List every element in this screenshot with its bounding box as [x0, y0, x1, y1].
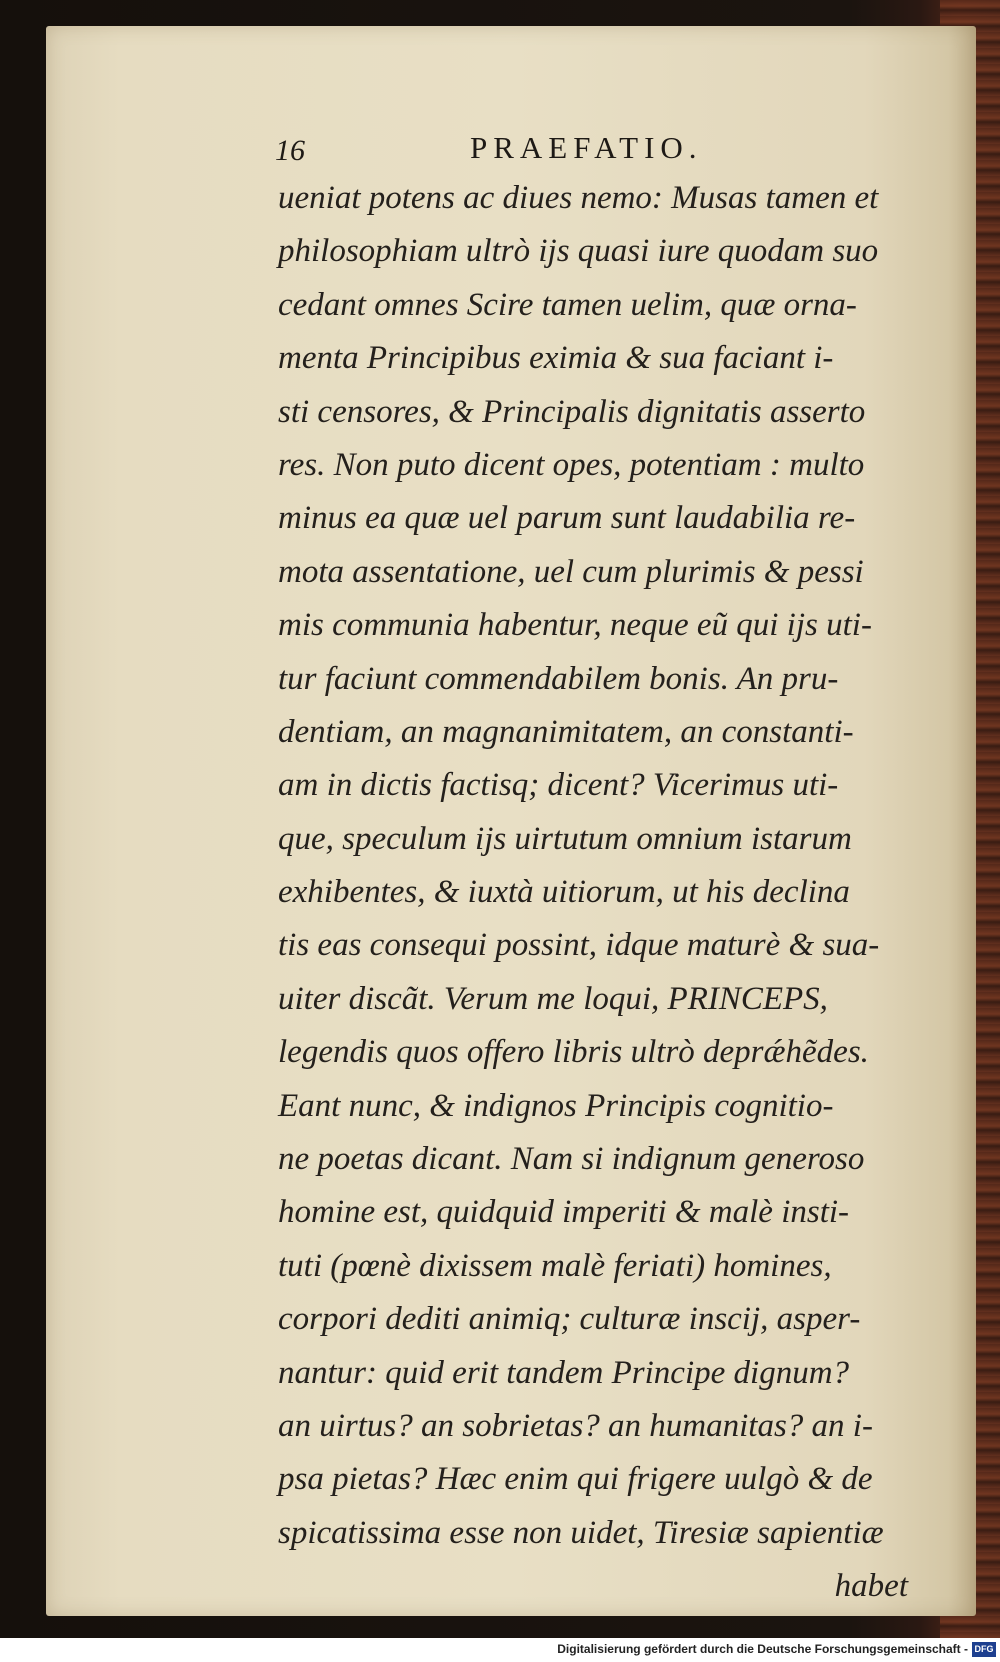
text-line: ne poetas dicant. Nam si indignum generoso	[278, 1141, 865, 1178]
dfg-logo: DFG	[972, 1642, 996, 1657]
text-line: Eant nunc, & indignos Principis cognitio-	[278, 1087, 834, 1124]
text-line: minus ea quæ uel parum sunt laudabilia re-	[278, 500, 856, 537]
text-line: tis eas consequi possint, idque maturè & sua-	[278, 927, 880, 964]
text-line: exhibentes, & iuxtà uitiorum, ut his declina	[278, 874, 850, 911]
running-head: PRAEFATIO.	[470, 130, 703, 165]
text-line: que, speculum ijs uirtutum omnium istarum	[278, 820, 852, 857]
text-line: am in dictis factisq; dicent? Vicerimus uti-	[278, 767, 839, 804]
page-number: 16	[275, 134, 305, 167]
text-line: ueniat potens ac diues nemo: Musas tamen et	[278, 180, 879, 216]
text-block	[278, 172, 948, 1614]
text-line: menta Principibus eximia & sua faciant i-	[278, 340, 834, 377]
text-line: philosophiam ultrò ijs quasi iure quodam suo	[278, 233, 879, 270]
footer-bar	[0, 1638, 1000, 1662]
text-line: nantur: quid erit tandem Principe dignum?	[278, 1354, 850, 1391]
text-line: sti censores, & Principalis dignitatis asserto	[278, 393, 866, 430]
text-line: cedant omnes Scire tamen uelim, quæ orna-	[278, 286, 857, 323]
text-line: homine est, quidquid imperiti & malè insti-	[278, 1194, 850, 1231]
text-line: mis communia habentur, neque eũ qui ijs uti-	[278, 607, 872, 644]
text-line: dentiam, an magnanimitatem, an constanti-	[278, 713, 854, 750]
text-line: legendis quos offero libris ultrò deprǽhẽdes.	[278, 1034, 869, 1071]
text-line: mota assentatione, uel cum plurimis & pessi	[278, 553, 864, 590]
text-line: uiter discãt. Verum me loqui, PRINCEPS,	[278, 980, 828, 1017]
text-line: psa pietas? Hæc enim qui frigere uulgò & de	[278, 1461, 873, 1498]
text-line: spicatissima esse non uidet, Tiresiæ sapientiæ	[278, 1514, 884, 1551]
text-line: tuti (pœnè dixissem malè feriati) homines,	[278, 1247, 832, 1284]
text-line: an uirtus? an sobrietas? an humanitas? an i-	[278, 1407, 873, 1444]
text-line: tur faciunt commendabilem bonis. An pru-	[278, 660, 839, 697]
text-line: corpori dediti animiq; culturæ inscij, asper-	[278, 1301, 861, 1338]
text-line: res. Non puto dicent opes, potentiam : multo	[278, 446, 865, 483]
digitization-credit: Digitalisierung gefördert durch die Deutsche Forschungsgemeinschaft -	[557, 1642, 968, 1656]
catchword: habet	[834, 1568, 908, 1605]
